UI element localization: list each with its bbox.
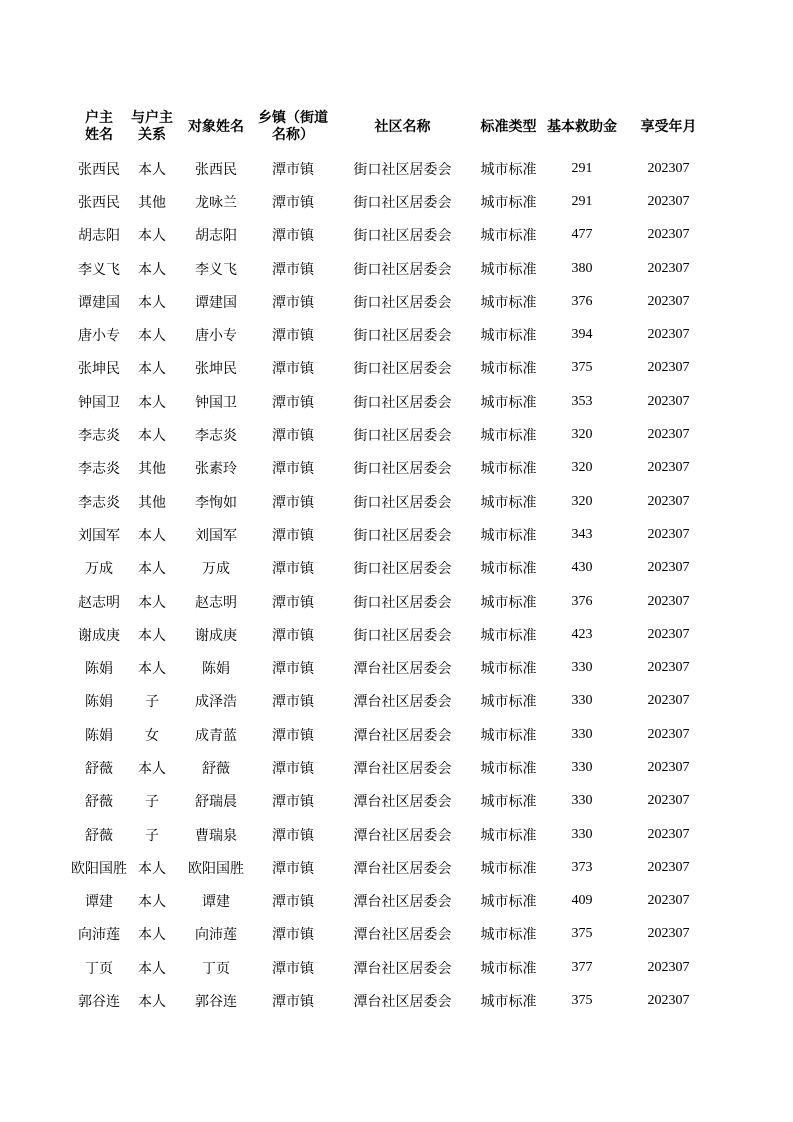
cell-relief-amount: 430 (571, 560, 593, 576)
cell-benefit-month: 202307 (647, 160, 690, 176)
cell-household-head: 李志炎 (78, 428, 120, 445)
cell-standard-type: 城市标准 (480, 527, 537, 544)
table-header (70, 102, 715, 152)
cell-household-head: 陈娟 (85, 661, 113, 678)
cell-relationship: 其他 (138, 461, 166, 478)
cell-relief-amount: 409 (571, 893, 593, 909)
cell-benefit-month: 202307 (647, 227, 690, 243)
cell-relationship: 本人 (138, 527, 166, 544)
cell-relationship: 本人 (138, 960, 166, 977)
cell-relationship: 本人 (138, 294, 166, 311)
cell-household-head: 丁页 (85, 960, 113, 977)
cell-benefit-month: 202307 (647, 660, 690, 676)
cell-benefit-month: 202307 (647, 526, 690, 542)
header-household-head-name (70, 102, 128, 152)
cell-community: 潭台社区居委会 (353, 694, 452, 711)
cell-relief-amount: 330 (571, 660, 593, 676)
cell-town: 潭市镇 (272, 527, 314, 544)
cell-relief-amount: 343 (571, 526, 593, 542)
cell-relief-amount: 423 (571, 626, 593, 642)
cell-household-head: 万成 (85, 561, 113, 578)
cell-recipient-name: 胡志阳 (195, 228, 237, 245)
cell-town: 潭市镇 (272, 494, 314, 511)
header-town-line2: 名称） (272, 127, 314, 143)
cell-town: 潭市镇 (272, 594, 314, 611)
cell-relief-amount: 376 (571, 593, 593, 609)
cell-standard-type: 城市标准 (480, 860, 537, 877)
cell-household-head: 陈娟 (85, 694, 113, 711)
cell-recipient-name: 李志炎 (195, 428, 237, 445)
cell-community: 街口社区居委会 (353, 294, 452, 311)
header-household-head-line2: 姓名 (85, 127, 113, 143)
cell-benefit-month: 202307 (647, 327, 690, 343)
table-row (70, 452, 715, 485)
table-row (70, 352, 715, 385)
cell-benefit-month: 202307 (647, 260, 690, 276)
cell-household-head: 谭建 (85, 894, 113, 911)
header-town-line1: 乡镇（街道 (258, 110, 328, 126)
cell-benefit-month: 202307 (647, 759, 690, 775)
cell-relationship: 本人 (138, 594, 166, 611)
cell-recipient-name: 李恂如 (195, 494, 237, 511)
cell-benefit-month: 202307 (647, 460, 690, 476)
cell-recipient-name: 曹瑞泉 (195, 827, 237, 844)
table-row (70, 152, 715, 185)
cell-standard-type: 城市标准 (480, 428, 537, 445)
cell-relief-amount: 376 (571, 293, 593, 309)
cell-benefit-month: 202307 (647, 427, 690, 443)
table-row (70, 951, 715, 984)
cell-recipient-name: 谭建国 (195, 294, 237, 311)
table-row (70, 219, 715, 252)
cell-benefit-month: 202307 (647, 593, 690, 609)
cell-town: 潭市镇 (272, 627, 314, 644)
cell-relief-amount: 380 (571, 260, 593, 276)
cell-community: 潭台社区居委会 (353, 760, 452, 777)
cell-community: 潭台社区居委会 (353, 827, 452, 844)
cell-benefit-month: 202307 (647, 726, 690, 742)
cell-household-head: 谢成庚 (78, 627, 120, 644)
cell-town: 潭市镇 (272, 694, 314, 711)
cell-relief-amount: 291 (571, 193, 593, 209)
cell-relief-amount: 330 (571, 793, 593, 809)
cell-community: 街口社区居委会 (353, 461, 452, 478)
cell-household-head: 谭建国 (78, 294, 120, 311)
cell-town: 潭市镇 (272, 661, 314, 678)
table-row (70, 651, 715, 684)
cell-relief-amount: 375 (571, 926, 593, 942)
cell-household-head: 郭谷连 (78, 994, 120, 1011)
cell-household-head: 张西民 (78, 194, 120, 211)
cell-benefit-month: 202307 (647, 793, 690, 809)
table-row (70, 385, 715, 418)
cell-recipient-name: 赵志明 (195, 594, 237, 611)
cell-community: 街口社区居委会 (353, 561, 452, 578)
cell-relationship: 本人 (138, 261, 166, 278)
table-row (70, 485, 715, 518)
cell-household-head: 张西民 (78, 161, 120, 178)
cell-relationship: 本人 (138, 228, 166, 245)
cell-community: 潭台社区居委会 (353, 727, 452, 744)
cell-relief-amount: 353 (571, 393, 593, 409)
cell-recipient-name: 郭谷连 (195, 994, 237, 1011)
cell-household-head: 李志炎 (78, 494, 120, 511)
table-row (70, 518, 715, 551)
cell-standard-type: 城市标准 (480, 328, 537, 345)
cell-standard-type: 城市标准 (480, 727, 537, 744)
cell-benefit-month: 202307 (647, 293, 690, 309)
cell-benefit-month: 202307 (647, 859, 690, 875)
cell-town: 潭市镇 (272, 161, 314, 178)
cell-relationship: 本人 (138, 428, 166, 445)
cell-recipient-name: 成泽浩 (195, 694, 237, 711)
cell-community: 潭台社区居委会 (353, 994, 452, 1011)
cell-household-head: 李志炎 (78, 461, 120, 478)
cell-benefit-month: 202307 (647, 193, 690, 209)
table-row (70, 984, 715, 1017)
cell-household-head: 赵志明 (78, 594, 120, 611)
relief-recipient-table (70, 102, 715, 1018)
cell-town: 潭市镇 (272, 428, 314, 445)
cell-benefit-month: 202307 (647, 360, 690, 376)
cell-standard-type: 城市标准 (480, 494, 537, 511)
cell-relationship: 其他 (138, 494, 166, 511)
cell-relationship: 本人 (138, 994, 166, 1011)
cell-standard-type: 城市标准 (480, 960, 537, 977)
cell-recipient-name: 刘国军 (195, 527, 237, 544)
cell-household-head: 刘国军 (78, 527, 120, 544)
table-row (70, 185, 715, 218)
cell-standard-type: 城市标准 (480, 561, 537, 578)
table-row (70, 785, 715, 818)
cell-benefit-month: 202307 (647, 693, 690, 709)
cell-household-head: 陈娟 (85, 727, 113, 744)
cell-town: 潭市镇 (272, 994, 314, 1011)
table-row (70, 285, 715, 318)
cell-town: 潭市镇 (272, 461, 314, 478)
cell-community: 街口社区居委会 (353, 394, 452, 411)
cell-town: 潭市镇 (272, 361, 314, 378)
table-row (70, 851, 715, 884)
cell-town: 潭市镇 (272, 727, 314, 744)
cell-community: 街口社区居委会 (353, 594, 452, 611)
header-recipient-name: 对象姓名 (188, 118, 244, 135)
cell-town: 潭市镇 (272, 960, 314, 977)
cell-relief-amount: 375 (571, 993, 593, 1009)
cell-standard-type: 城市标准 (480, 894, 537, 911)
cell-town: 潭市镇 (272, 894, 314, 911)
table-row (70, 552, 715, 585)
cell-relationship: 子 (145, 694, 159, 711)
cell-benefit-month: 202307 (647, 926, 690, 942)
cell-town: 潭市镇 (272, 394, 314, 411)
cell-relationship: 本人 (138, 661, 166, 678)
cell-relief-amount: 330 (571, 693, 593, 709)
cell-relationship: 女 (145, 727, 159, 744)
cell-recipient-name: 张坤民 (195, 361, 237, 378)
table-row (70, 751, 715, 784)
cell-standard-type: 城市标准 (480, 361, 537, 378)
cell-relief-amount: 477 (571, 227, 593, 243)
cell-relationship: 其他 (138, 194, 166, 211)
header-relationship-line2: 关系 (138, 127, 166, 143)
cell-town: 潭市镇 (272, 194, 314, 211)
cell-standard-type: 城市标准 (480, 294, 537, 311)
cell-relationship: 本人 (138, 927, 166, 944)
cell-standard-type: 城市标准 (480, 760, 537, 777)
cell-relationship: 本人 (138, 328, 166, 345)
cell-benefit-month: 202307 (647, 893, 690, 909)
cell-standard-type: 城市标准 (480, 261, 537, 278)
cell-household-head: 向沛莲 (78, 927, 120, 944)
table-row (70, 618, 715, 651)
cell-relief-amount: 330 (571, 759, 593, 775)
cell-relief-amount: 330 (571, 826, 593, 842)
table-row (70, 252, 715, 285)
cell-recipient-name: 向沛莲 (195, 927, 237, 944)
cell-recipient-name: 谢成庚 (195, 627, 237, 644)
cell-standard-type: 城市标准 (480, 394, 537, 411)
cell-recipient-name: 舒瑞晨 (195, 794, 237, 811)
header-community: 社区名称 (374, 118, 431, 135)
cell-town: 潭市镇 (272, 927, 314, 944)
cell-relief-amount: 320 (571, 460, 593, 476)
cell-town: 潭市镇 (272, 860, 314, 877)
cell-standard-type: 城市标准 (480, 661, 537, 678)
cell-community: 潭台社区居委会 (353, 794, 452, 811)
cell-relationship: 本人 (138, 760, 166, 777)
header-relationship (128, 102, 176, 152)
cell-benefit-month: 202307 (647, 959, 690, 975)
table-row (70, 318, 715, 351)
table-row (70, 418, 715, 451)
cell-town: 潭市镇 (272, 328, 314, 345)
cell-benefit-month: 202307 (647, 560, 690, 576)
cell-standard-type: 城市标准 (480, 927, 537, 944)
cell-relief-amount: 394 (571, 327, 593, 343)
header-household-head-line1: 户主 (85, 110, 113, 126)
cell-benefit-month: 202307 (647, 493, 690, 509)
cell-relief-amount: 291 (571, 160, 593, 176)
table-row (70, 718, 715, 751)
table-body (70, 152, 715, 1018)
cell-standard-type: 城市标准 (480, 594, 537, 611)
header-basic-relief-amount: 基本救助金 (547, 118, 617, 135)
cell-town: 潭市镇 (272, 760, 314, 777)
cell-standard-type: 城市标准 (480, 694, 537, 711)
cell-community: 潭台社区居委会 (353, 927, 452, 944)
cell-recipient-name: 舒薇 (202, 760, 230, 777)
table-row (70, 818, 715, 851)
table-row (70, 885, 715, 918)
cell-town: 潭市镇 (272, 294, 314, 311)
cell-community: 街口社区居委会 (353, 228, 452, 245)
cell-benefit-month: 202307 (647, 626, 690, 642)
cell-recipient-name: 谭建 (202, 894, 230, 911)
table-row (70, 685, 715, 718)
cell-recipient-name: 万成 (202, 561, 230, 578)
cell-town: 潭市镇 (272, 228, 314, 245)
cell-town: 潭市镇 (272, 561, 314, 578)
cell-standard-type: 城市标准 (480, 161, 537, 178)
cell-community: 潭台社区居委会 (353, 894, 452, 911)
cell-relationship: 本人 (138, 394, 166, 411)
cell-standard-type: 城市标准 (480, 194, 537, 211)
cell-town: 潭市镇 (272, 261, 314, 278)
cell-household-head: 张坤民 (78, 361, 120, 378)
cell-relationship: 本人 (138, 161, 166, 178)
header-row (70, 102, 715, 152)
cell-household-head: 舒薇 (85, 760, 113, 777)
cell-household-head: 舒薇 (85, 827, 113, 844)
cell-recipient-name: 成青蓝 (195, 727, 237, 744)
cell-standard-type: 城市标准 (480, 994, 537, 1011)
cell-relief-amount: 375 (571, 360, 593, 376)
cell-relationship: 本人 (138, 627, 166, 644)
header-standard-type: 标准类型 (480, 118, 537, 135)
cell-recipient-name: 张西民 (195, 161, 237, 178)
cell-community: 街口社区居委会 (353, 494, 452, 511)
cell-standard-type: 城市标准 (480, 228, 537, 245)
cell-relationship: 本人 (138, 561, 166, 578)
cell-town: 潭市镇 (272, 794, 314, 811)
cell-benefit-month: 202307 (647, 393, 690, 409)
cell-benefit-month: 202307 (647, 826, 690, 842)
cell-relationship: 本人 (138, 361, 166, 378)
cell-recipient-name: 钟国卫 (195, 394, 237, 411)
cell-household-head: 钟国卫 (78, 394, 120, 411)
cell-community: 街口社区居委会 (353, 527, 452, 544)
cell-relief-amount: 377 (571, 959, 593, 975)
cell-community: 街口社区居委会 (353, 261, 452, 278)
cell-relationship: 本人 (138, 860, 166, 877)
cell-recipient-name: 张素玲 (195, 461, 237, 478)
cell-community: 潭台社区居委会 (353, 960, 452, 977)
cell-town: 潭市镇 (272, 827, 314, 844)
cell-household-head: 欧阳国胜 (71, 860, 127, 877)
cell-community: 街口社区居委会 (353, 328, 452, 345)
cell-benefit-month: 202307 (647, 993, 690, 1009)
cell-recipient-name: 李义飞 (195, 261, 237, 278)
cell-community: 潭台社区居委会 (353, 661, 452, 678)
cell-household-head: 李义飞 (78, 261, 120, 278)
cell-standard-type: 城市标准 (480, 794, 537, 811)
cell-community: 街口社区居委会 (353, 361, 452, 378)
cell-community: 街口社区居委会 (353, 428, 452, 445)
header-benefit-month: 享受年月 (640, 118, 697, 135)
cell-recipient-name: 欧阳国胜 (188, 860, 244, 877)
table-row (70, 585, 715, 618)
cell-community: 潭台社区居委会 (353, 860, 452, 877)
header-relationship-line1: 与户主 (131, 110, 173, 126)
cell-recipient-name: 陈娟 (202, 661, 230, 678)
cell-relief-amount: 320 (571, 493, 593, 509)
cell-community: 街口社区居委会 (353, 627, 452, 644)
cell-relief-amount: 373 (571, 859, 593, 875)
cell-relief-amount: 320 (571, 427, 593, 443)
cell-recipient-name: 唐小专 (195, 328, 237, 345)
cell-relationship: 本人 (138, 894, 166, 911)
cell-recipient-name: 丁页 (202, 960, 230, 977)
cell-standard-type: 城市标准 (480, 627, 537, 644)
cell-household-head: 唐小专 (78, 328, 120, 345)
cell-recipient-name: 龙咏兰 (195, 194, 237, 211)
cell-household-head: 胡志阳 (78, 228, 120, 245)
table-row (70, 918, 715, 951)
cell-relationship: 子 (145, 794, 159, 811)
cell-relationship: 子 (145, 827, 159, 844)
cell-household-head: 舒薇 (85, 794, 113, 811)
cell-relief-amount: 330 (571, 726, 593, 742)
cell-standard-type: 城市标准 (480, 461, 537, 478)
cell-standard-type: 城市标准 (480, 827, 537, 844)
cell-community: 街口社区居委会 (353, 194, 452, 211)
header-town (256, 102, 330, 152)
cell-community: 街口社区居委会 (353, 161, 452, 178)
